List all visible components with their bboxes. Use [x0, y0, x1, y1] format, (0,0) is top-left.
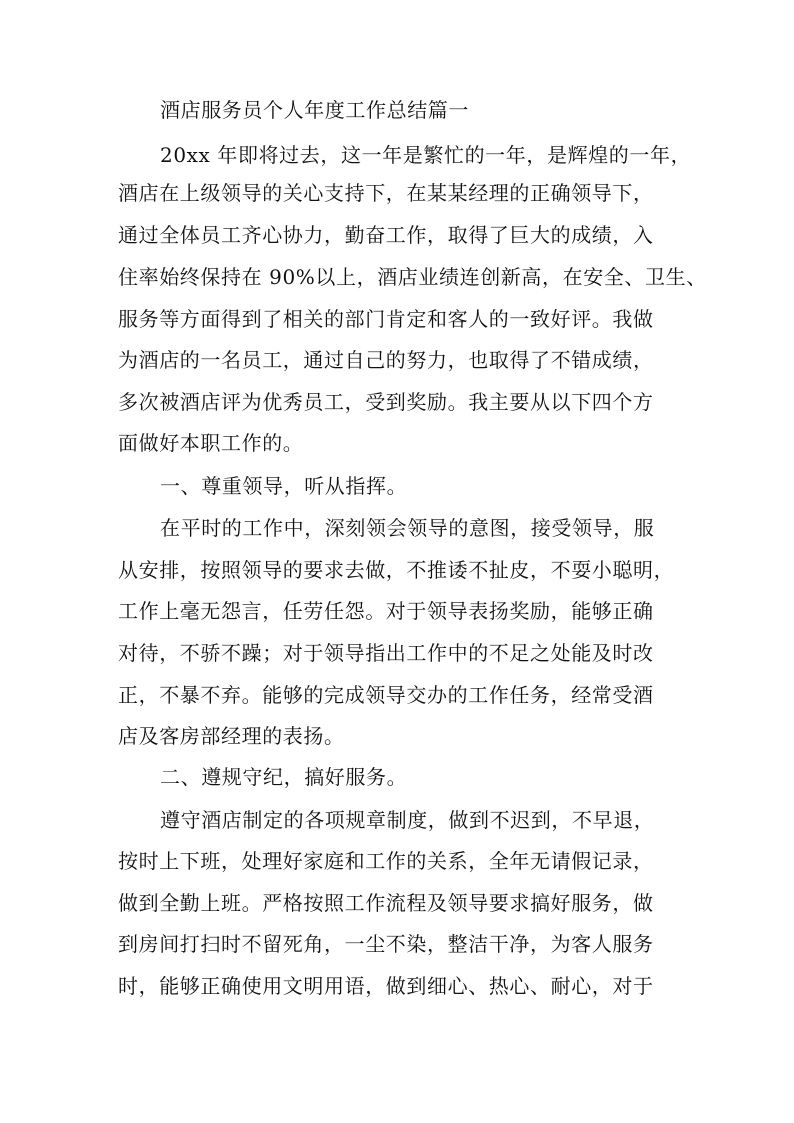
text-line: 住率始终保持在 90%以上，酒店业绩连创新高，在安全、卫生、: [118, 265, 707, 289]
text-line: 对待，不骄不躁；对于领导指出工作中的不足之处能及时改: [118, 641, 654, 665]
text-line: 做到全勤上班。严格按照工作流程及领导要求搞好服务，做: [118, 891, 654, 915]
text-line: 工作上毫无怨言，任劳任怨。对于领导表扬奖励，能够正确: [118, 599, 654, 623]
text-line: 通过全体员工齐心协力，勤奋工作，取得了巨大的成绩，入: [118, 223, 654, 247]
section-heading-1: 一、尊重领导，听从指挥。: [160, 474, 408, 498]
text-line: 遵守酒店制定的各项规章制度，做到不迟到，不早退，: [160, 808, 655, 832]
text-line: 正，不暴不弃。能够的完成领导交办的工作任务，经常受酒: [118, 683, 654, 707]
text-line: 为酒店的一名员工，通过自己的努力，也取得了不错成绩，: [118, 348, 654, 372]
text-line: 按时上下班，处理好家庭和工作的关系，全年无请假记录，: [118, 849, 654, 873]
text-line: 时，能够正确使用文明用语，做到细心、热心、耐心，对于: [118, 974, 654, 998]
text-line: 在平时的工作中，深刻领会领导的意图，接受领导，服: [160, 516, 655, 540]
document-title: 酒店服务员个人年度工作总结篇一: [160, 98, 469, 122]
text-line: 面做好本职工作的。: [118, 431, 304, 455]
text-line: 到房间打扫时不留死角，一尘不染，整洁干净，为客人服务: [118, 932, 654, 956]
text-line: 从安排，按照领导的要求去做，不推诿不扯皮，不耍小聪明，: [118, 558, 675, 582]
text-line: 店及客房部经理的表扬。: [118, 724, 345, 748]
text-line: 服务等方面得到了相关的部门肯定和客人的一致好评。我做: [118, 307, 654, 331]
text-line: 20xx 年即将过去，这一年是繁忙的一年，是辉煌的一年，: [160, 143, 692, 167]
text-line: 酒店在上级领导的关心支持下，在某某经理的正确领导下，: [118, 181, 654, 205]
text-line: 多次被酒店评为优秀员工，受到奖励。我主要从以下四个方: [118, 390, 654, 414]
section-heading-2: 二、遵规守纪，搞好服务。: [160, 765, 408, 789]
